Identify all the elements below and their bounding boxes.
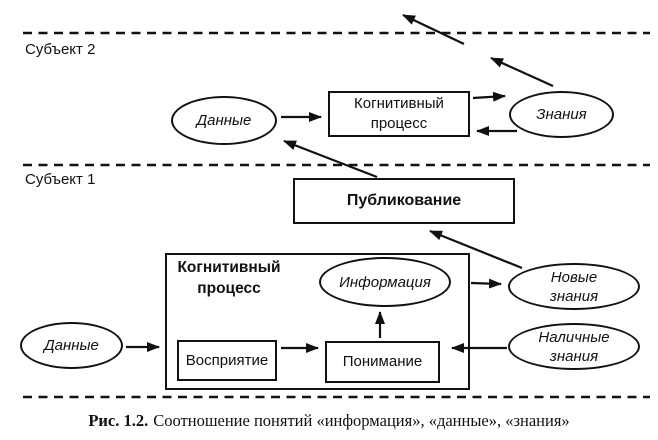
figure-caption-number: Рис. 1.2. <box>88 411 149 430</box>
understanding-box <box>325 341 440 383</box>
arrow-cognitive2-to-knowledge <box>473 96 505 98</box>
publish-box <box>293 178 515 224</box>
subject1-label: Субъект 1 <box>25 171 96 188</box>
available-knowledge-ellipse <box>508 323 640 370</box>
available-knowledge-ellipse-label: Наличные знания <box>538 328 610 365</box>
new-knowledge-ellipse <box>508 263 640 310</box>
subject2-label: Субъект 2 <box>25 41 96 58</box>
arrow-knowledge-up-1 <box>491 58 553 86</box>
data-ellipse-bottom <box>20 322 123 369</box>
arrow-knowledge-up-2 <box>403 15 464 44</box>
cognitive-process-box-top <box>328 91 470 137</box>
perception-box <box>177 340 277 381</box>
data-ellipse-bottom-label: Данные <box>44 337 99 354</box>
publish-box-label: Публикование <box>346 192 462 209</box>
cognitive-process-label: Когнитивный процесс <box>177 259 281 297</box>
arrow-publish-to-data2 <box>284 141 377 177</box>
arrow-information-to-newknowledge <box>471 283 501 284</box>
data-ellipse-top <box>171 96 277 145</box>
data-ellipse-top-label: Данные <box>196 112 252 129</box>
new-knowledge-ellipse-label: Новые знания <box>549 268 599 305</box>
information-ellipse-label: Информация <box>339 273 431 291</box>
perception-box-label: Восприятие <box>185 351 269 369</box>
knowledge-ellipse <box>509 91 614 138</box>
knowledge-ellipse-label: Знания <box>536 106 587 123</box>
information-ellipse <box>319 257 451 307</box>
figure-caption-text: Соотношение понятий «информация», «данные», «знания» <box>153 411 570 430</box>
cognitive-process-box-top-label: Когнитивный процесс <box>354 95 444 132</box>
understanding-box-label: Понимание <box>342 353 423 370</box>
figure-caption <box>0 411 658 431</box>
